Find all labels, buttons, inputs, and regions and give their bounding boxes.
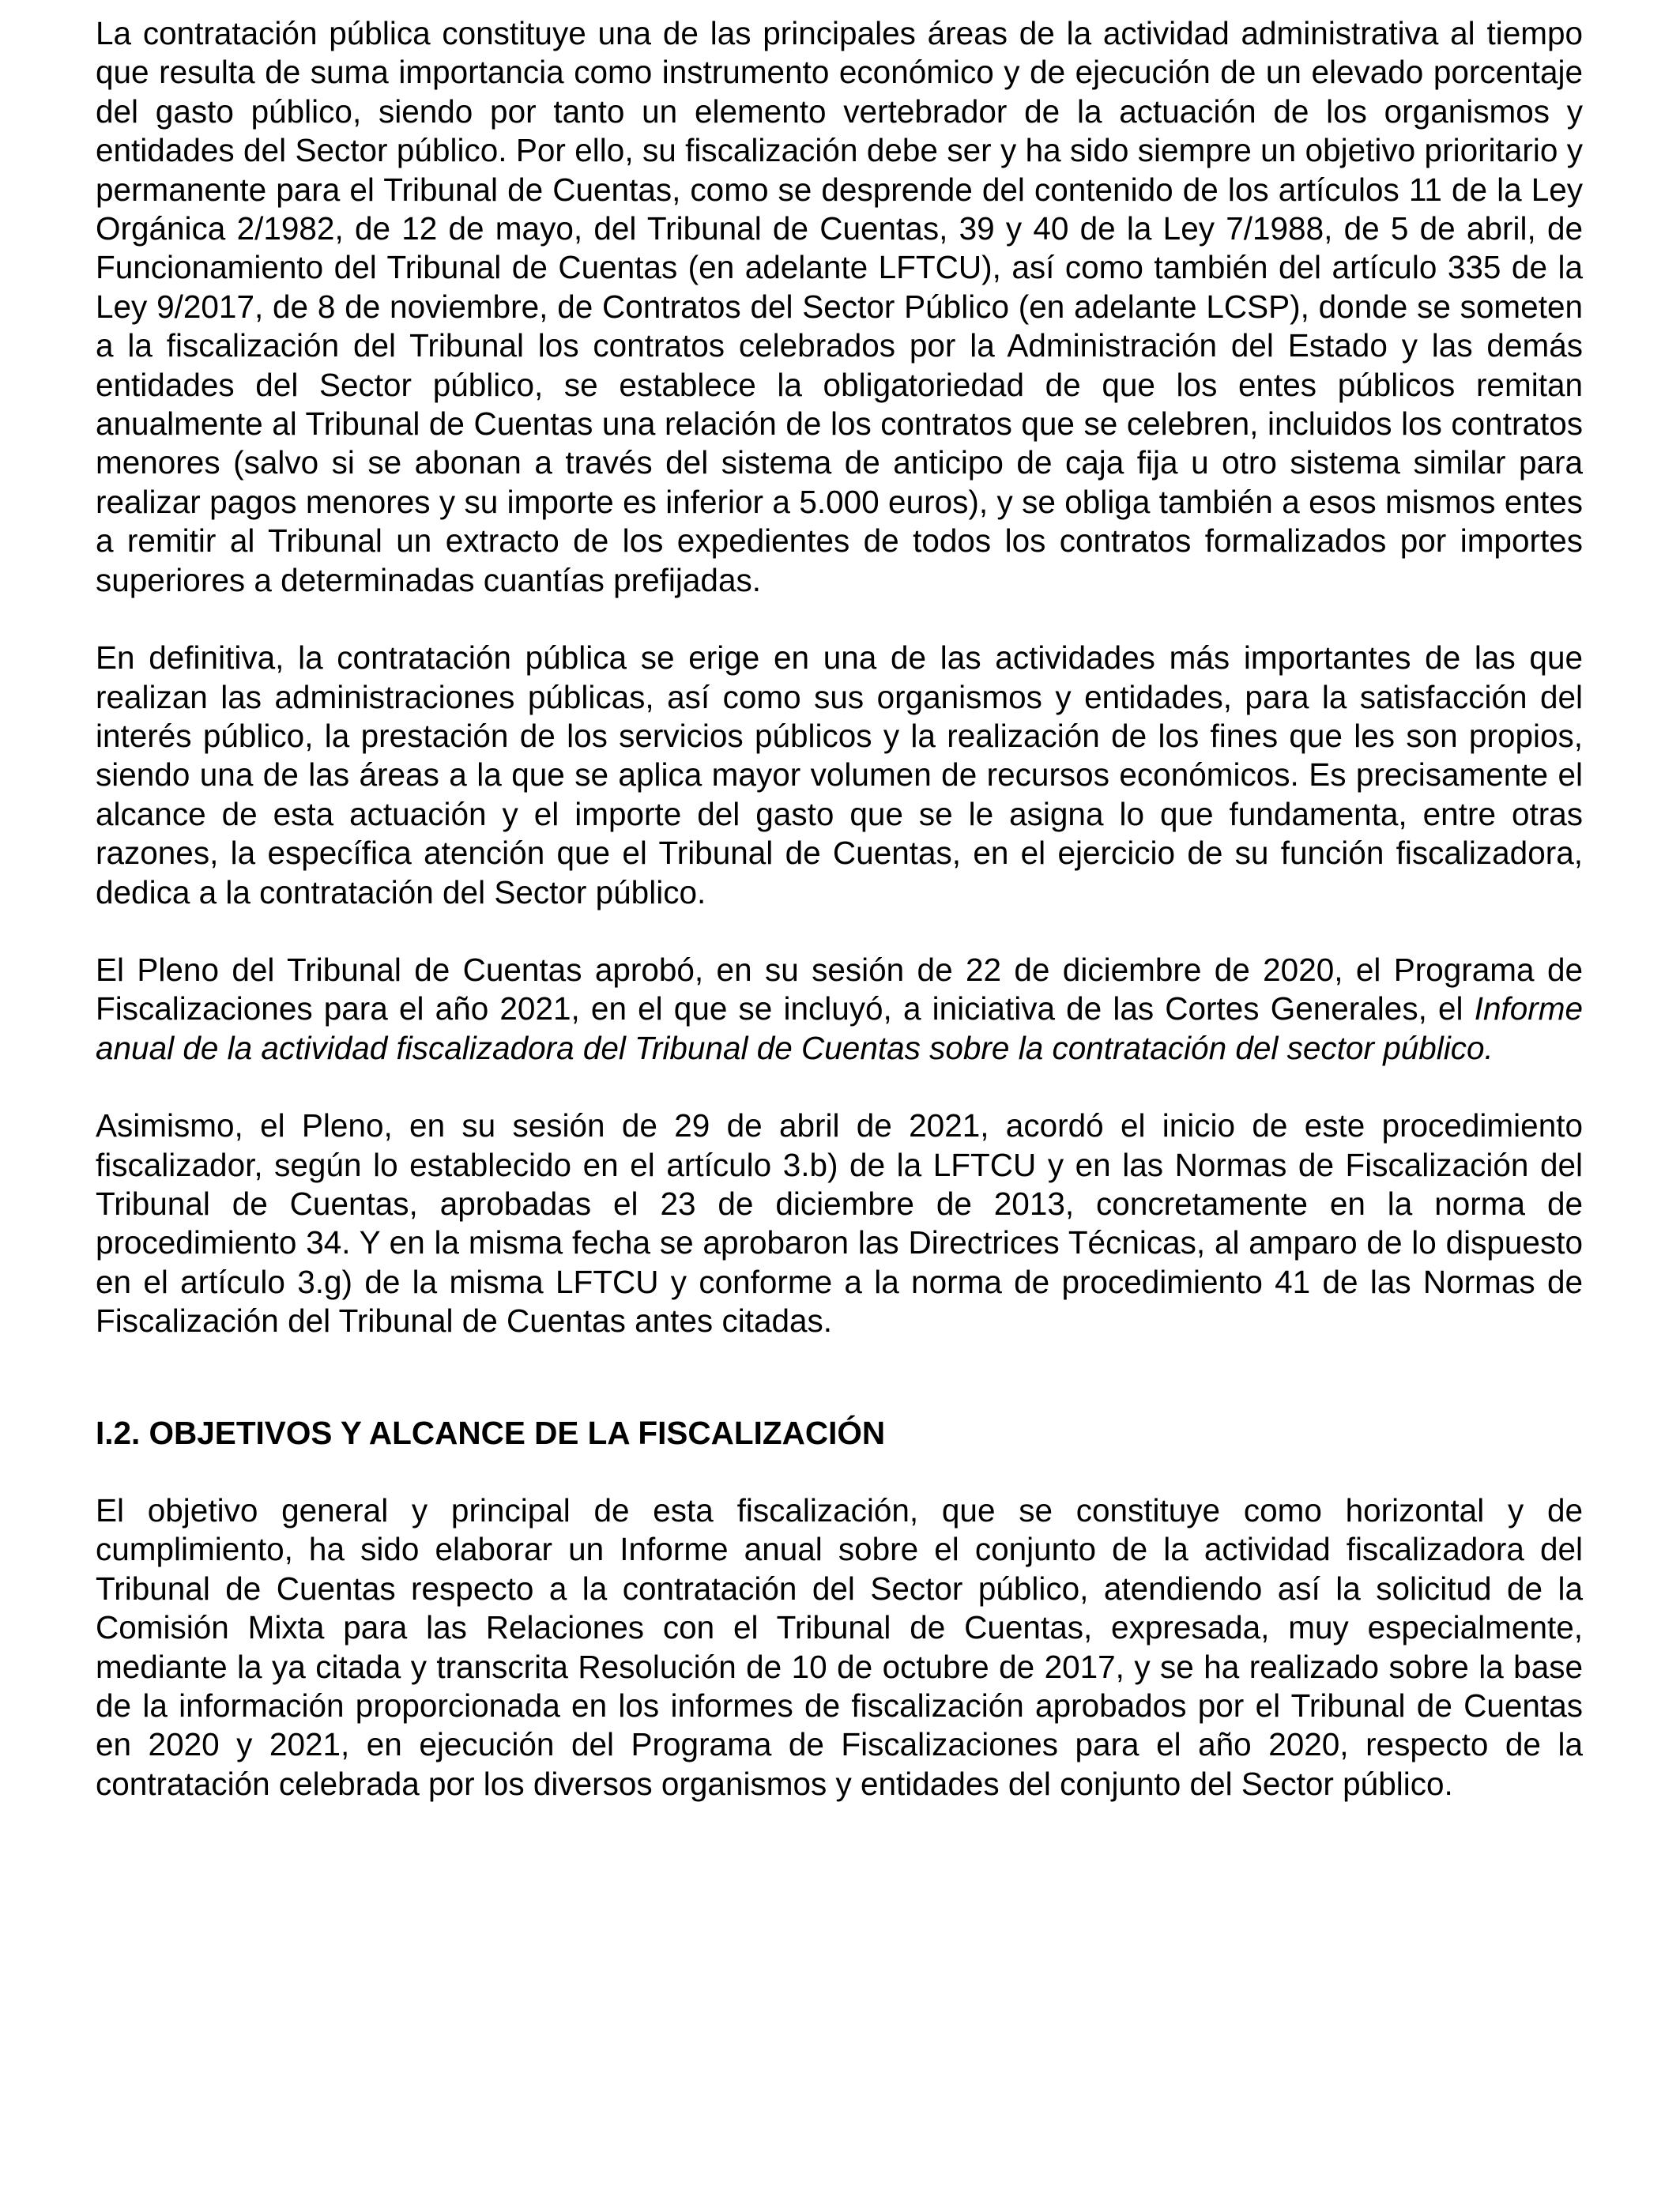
paragraph-asimismo: Asimismo, el Pleno, en su sesión de 29 de abril de 2021, acordó el inicio de este procedimiento fiscalizador, según lo establecido en el artículo 3.b) de la LFTCU y en las Normas de Fiscalización del Tribunal de Cuentas, aprobadas el 23 de diciembre de 2013, concretamente en la norma de procedimiento 34. Y en la misma fecha se aprobaron las Directrices Técnicas, al amparo de lo dispuesto en el artículo 3.g) de la misma LFTCU y conforme a la norma de procedimiento 41 de las Normas de Fiscalización del Tribunal de Cuentas antes citadas. xyxy=(96,1107,1583,1340)
paragraph-objetivo-general: El objetivo general y principal de esta fiscalización, que se constituye como horizontal y de cumplimiento, ha sido elaborar un Informe anual sobre el conjunto de la actividad fiscalizadora del Tribunal de Cuentas respecto a la contratación del Sector público, atendiendo así la solicitud de la Comisión Mixta para las Relaciones con el Tribunal de Cuentas, expresada, muy especialmente, mediante la ya citada y transcrita Resolución de 10 de octubre de 2017, y se ha realizado sobre la base de la información proporcionada en los informes de fiscalización aprobados por el Tribunal de Cuentas en 2020 y 2021, en ejecución del Programa de Fiscalizaciones para el año 2020, respecto de la contratación celebrada por los diversos organismos y entidades del conjunto del Sector público. xyxy=(96,1492,1583,1802)
paragraph-contratacion-publica: La contratación pública constituye una de las principales áreas de la actividad administrativa al tiempo que resulta de suma importancia como instrumento económico y de ejecución de un elevado porcentaje del gasto público, siendo por tanto un elemento vertebrador de la actuación de los organismos y entidades del Sector público. Por ello, su fiscalización debe ser y ha sido siempre un objetivo prioritario y permanente para el Tribunal de Cuentas, como se desprende del contenido de los artículos 11 de la Ley Orgánica 2/1982, de 12 de mayo, del Tribunal de Cuentas, 39 y 40 de la Ley 7/1988, de 5 de abril, de Funcionamiento del Tribunal de Cuentas (en adelante LFTCU), así como también del artículo 335 de la Ley 9/2017, de 8 de noviembre, de Contratos del Sector Público (en adelante LCSP), donde se someten a la fiscalización del Tribunal los contratos celebrados por la Administración del Estado y las demás entidades del Sector público, se establece la obligatoriedad de que los entes públicos remitan anualmente al Tribunal de Cuentas una relación de los contratos que se celebren, incluidos los contratos menores (salvo si se abonan a través del sistema de anticipo de caja fija u otro sistema similar para realizar pagos menores y su importe es inferior a 5.000 euros), y se obliga también a esos mismos entes a remitir al Tribunal un extracto de los expedientes de todos los contratos formalizados por importes superiores a determinadas cuantías prefijadas. xyxy=(96,15,1583,598)
paragraph-programa-fiscalizaciones xyxy=(96,951,1583,1068)
informe-anual-title: Informe anual de la actividad fiscalizadora del Tribunal de Cuentas sobre la contratación del sector público. xyxy=(96,990,1583,1066)
section-heading: I.2. OBJETIVOS Y ALCANCE DE LA FISCALIZACIÓN xyxy=(96,1414,886,1451)
paragraph-en-definitiva: En definitiva, la contratación pública se erige en una de las actividades más importantes de las que realizan las administraciones públicas, así como sus organismos y entidades, para la satisfacción del interés público, la prestación de los servicios públicos y la realización de los fines que les son propios, siendo una de las áreas a la que se aplica mayor volumen de recursos económicos. Es precisamente el alcance de esta actuación y el importe del gasto que se le asigna lo que fundamenta, entre otras razones, la específica atención que el Tribunal de Cuentas, en el ejercicio de su función fiscalizadora, dedica a la contratación del Sector público. xyxy=(96,639,1583,910)
document-page xyxy=(96,14,1583,1842)
paragraph-programa-intro: El Pleno del Tribunal de Cuentas aprobó, en su sesión de 22 de diciembre de 2020, el Programa de Fiscalizaciones para el año 2021, en el que se incluyó, a iniciativa de las Cortes Generales, el xyxy=(96,951,1583,1027)
